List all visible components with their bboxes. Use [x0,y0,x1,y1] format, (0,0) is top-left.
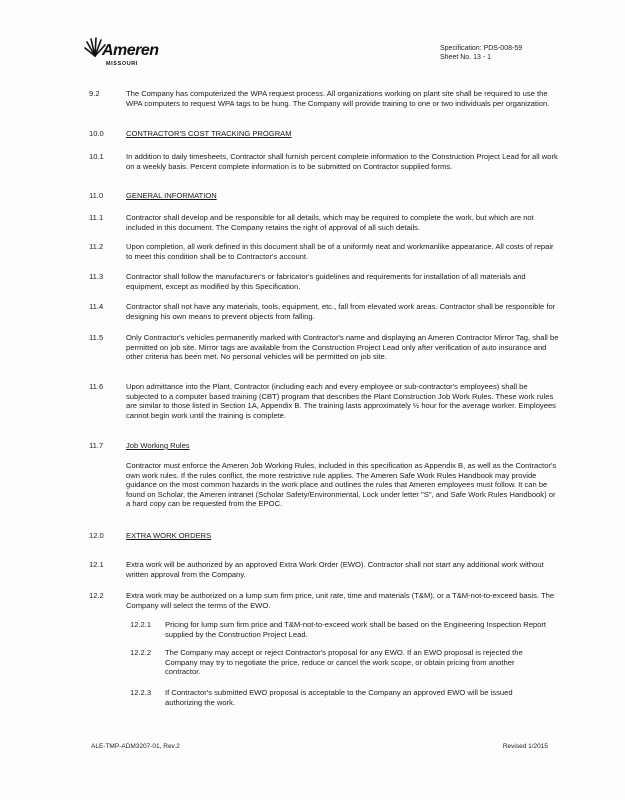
section-10-0-heading [89,129,559,139]
section-number: 11.6 [89,382,104,391]
section-text: The Company has computerized the WPA request process. All organizations working on plant site shall be required to use the WPA computers to request WPA tags to be hung. The Company will provide training to one or two individuals per organization. [126,89,550,108]
section-heading: GENERAL INFORMATION [126,191,217,200]
section-text: Upon admittance into the Plant, Contractor (including each and every employee or sub-contractor's employees) shall be subjected to a computer based training (CBT) program that describes the Plant Construction Job Work Rules. These work rules are similar to those listed in Section 1A, Appendix B. The training lasts approximately ½ hour for the average worker. Employees cannot begin work until the training is complete. [126,382,556,420]
section-number: 10.1 [89,152,104,161]
logo-subtitle: MISSOURI [106,61,138,67]
section-11-2 [89,242,559,261]
subsection-number: 12.2.1 [130,620,152,629]
subsection-text: If Contractor's submitted EWO proposal is acceptable to the Company an approved EWO will be issued authorizing the work. [165,688,513,707]
section-text: Extra work may be authorized on a lump sum firm price, unit rate, time and materials (T&M), or a T&M-not-to-exceed basis. The Company will select the terms of the EWO. [126,591,555,610]
section-number: 9.2 [89,89,100,98]
section-9-2 [89,89,559,108]
section-text: Contractor shall not have any materials, tools, equipment, etc., fall from elevated work areas. Contractor shall be responsible for designing his own means to prevent objects from falling. [126,302,556,321]
spec-header [440,44,522,62]
section-12-1 [89,560,559,579]
section-11-7-heading [89,441,559,451]
section-text: Extra work will be authorized by an approved Extra Work Order (EWO). Contractor shall not start any additional work without written approval from the Company. [126,560,544,579]
section-number: 11.0 [89,191,104,200]
section-number: 11.7 [89,441,104,450]
subsection-number: 12.2.2 [130,648,152,657]
section-12-0-heading [89,531,559,541]
footer-document-id: ALE-TMP-ADM3207-01, Rev.2 [91,743,180,750]
sheet-number: Sheet No. 13 - 1 [440,54,491,61]
section-text: Only Contractor's vehicles permanently marked with Contractor's name and displaying an Ameren Contractor Mirror Tag, shall be permitted on job site. Mirror tags are available from the Construction Project Lead only after verification of auto insurance and other criteria has been met. No personal vehicles will be permitted on job site. [126,333,559,362]
section-text: Contractor must enforce the Ameren Job Working Rules, included in this specification as Appendix B, as well as the Contractor's own work rules. If the rules conflict, the more restrictive rule applies. The Ameren Safe Work Rules Handbook may provide guidance on the most common hazards in the work place and outlines the rules that Ameren employees must follow. It can be found on Scholar, the Ameren intranet (Scholar Safety/Environmental, Lock under letter "S", and Safe Work Rules Handbook) or a hard copy can be requested from the EPOC. [126,461,557,509]
section-text: Upon completion, all work defined in this document shall be of a uniformly neat and workmanlike appearance. All costs of repair to meet this condition shall be to Contractor's account. [126,242,554,261]
section-11-1 [89,213,559,232]
section-number: 12.0 [89,531,104,540]
ameren-logo [84,36,184,76]
section-number: 10.0 [89,129,104,138]
logo-wordmark: Ameren [102,42,159,59]
section-12-2-3 [130,688,550,707]
section-12-2 [89,591,559,610]
section-number: 11.2 [89,242,104,251]
subsection-number: 12.2.3 [130,688,152,697]
section-heading: CONTRACTOR'S COST TRACKING PROGRAM [126,129,292,138]
section-11-4 [89,302,559,321]
section-number: 11.4 [89,302,104,311]
section-10-1 [89,152,559,171]
section-12-2-1 [130,620,550,639]
section-heading: Job Working Rules [126,441,190,450]
section-text: In addition to daily timesheets, Contractor shall furnish percent complete information to the Construction Project Lead for all work on a weekly basis. Percent complete information is to be submitted on Contractor supplied forms. [126,152,558,171]
section-11-7-body [89,461,559,509]
subsection-text: The Company may accept or reject Contractor's proposal for any EWO. If an EWO proposal is rejected the Company may try to negotiate the price, reduce or cancel the work scope, or obtain pricing from another contractor. [165,648,523,677]
spec-edition: Specification: PDS-008-59 [440,45,523,52]
section-number: 12.1 [89,560,104,569]
section-number: 12.2 [89,591,104,600]
section-text: Contractor shall develop and be responsible for all details, which may be required to complete the work, but which are not included in this document. The Company retains the right of approval of all such details. [126,213,534,232]
section-number: 11.1 [89,213,104,222]
section-11-3 [89,272,559,291]
section-11-6 [89,382,559,420]
section-11-0-heading [89,191,559,201]
subsection-text: Pricing for lump sum firm price and T&M-not-to-exceed work shall be based on the Engineering Inspection Report supplied by the Construction Project Lead. [165,620,546,639]
section-11-5 [89,333,559,362]
footer-revision-date: Revised 1/2015 [502,743,548,750]
section-text: Contractor shall follow the manufacturer's or fabricator's guidelines and requirements for installation of all materials and equipment, except as modified by this Specification. [126,272,526,291]
section-number: 11.5 [89,333,104,342]
section-12-2-2 [130,648,550,677]
section-heading: EXTRA WORK ORDERS [126,531,212,540]
section-number: 11.3 [89,272,104,281]
